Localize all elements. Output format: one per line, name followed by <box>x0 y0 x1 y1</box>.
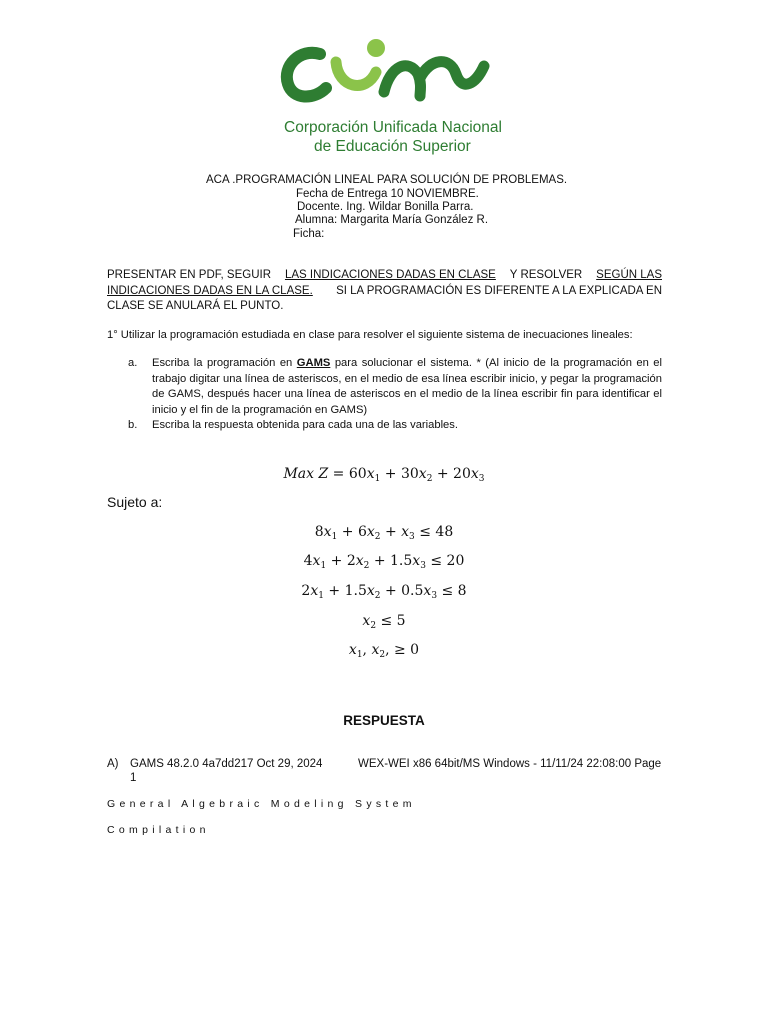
item-a-post: para solucionar el sistema. * (Al inicio de la programación en el trabajo digitar una línea de asteriscos, en el medio de esa línea escribir inicio, y pegar la programación de GAMS, después hacer una línea de asteriscos en el medio de la línea escribir fin para identificar el inicio y el fin de la programación en GAMS) <box>152 357 663 416</box>
organization-line-2: de Educación Superior <box>314 138 471 155</box>
document-title: ACA .PROGRAMACIÓN LINEAL PARA SOLUCIÓN DE PROBLEMAS. <box>206 174 568 186</box>
task-list <box>128 356 662 434</box>
subject-to-label: Sujeto a: <box>107 494 163 510</box>
constraint-5: $x_1$, $x_2$, ≥ 0 <box>348 642 420 660</box>
constraint-1: $8x_1 + 6x_2 + x_3 \le 48$ <box>314 524 454 542</box>
answer-heading: RESPUESTA <box>343 713 425 728</box>
list-item <box>128 418 662 434</box>
page-number: 1 <box>130 772 137 784</box>
item-a-gams: GAMS <box>296 357 331 369</box>
constraint-2: $4x_1 + 2x_2 + 1.5x_3 \le 20$ <box>303 553 465 571</box>
instr-1d: SEGÚN LAS <box>596 269 662 281</box>
instr-1b: LAS INDICACIONES DADAS EN CLASE <box>284 269 496 281</box>
gams-title: General Algebraic Modeling System <box>107 798 416 810</box>
ficha: Ficha: <box>293 228 325 240</box>
instr-2a: INDICACIONES DADAS EN LA CLASE. <box>107 284 313 297</box>
organization-line-1: Corporación Unificada Nacional <box>284 119 502 136</box>
list-item <box>128 356 662 418</box>
constraint-4: $x_2 \le 5$ <box>362 613 406 631</box>
organization-name <box>284 118 502 156</box>
compilation-label: Compilation <box>107 824 210 836</box>
question-text: 1° Utilizar la programación estudiada en clase para resolver el siguiente sistema de inecuaciones lineales: <box>107 329 633 341</box>
answer-marker: A) <box>107 758 119 770</box>
instr-3: CLASE SE ANULARÁ EL PUNTO. <box>107 300 284 312</box>
cun-logo <box>280 36 490 106</box>
student: Alumna: Margarita María González R. <box>295 214 489 226</box>
item-b-text: Escriba la respuesta obtenida para cada una de las variables. <box>152 419 458 431</box>
instr-2b: SI LA PROGRAMACIÓN ES DIFERENTE A LA EXPLICADA EN <box>336 284 662 297</box>
constraint-3: $2x_1 + 1.5x_2 + 0.5x_3 \le 8$ <box>301 583 467 601</box>
instr-1a: PRESENTAR EN PDF, SEGUIR <box>107 269 272 281</box>
list-marker: b. <box>128 419 138 431</box>
teacher: Docente. Ing. Wildar Bonilla Parra. <box>297 201 474 213</box>
instructions-paragraph <box>107 268 662 315</box>
due-date: Fecha de Entrega 10 NOVIEMBRE. <box>296 188 479 200</box>
list-marker: a. <box>128 357 138 369</box>
instr-1c: Y RESOLVER <box>509 269 583 281</box>
system-info: WEX-WEI x86 64bit/MS Windows - 11/11/24 22:08:00 Page <box>358 758 662 770</box>
gams-version: GAMS 48.2.0 4a7dd217 Oct 29, 2024 <box>130 758 323 770</box>
objective-function: Max $Z = 60x_1 + 30x_2 + 20x_3$ <box>283 466 485 484</box>
item-a-pre: Escriba la programación en <box>152 357 293 369</box>
